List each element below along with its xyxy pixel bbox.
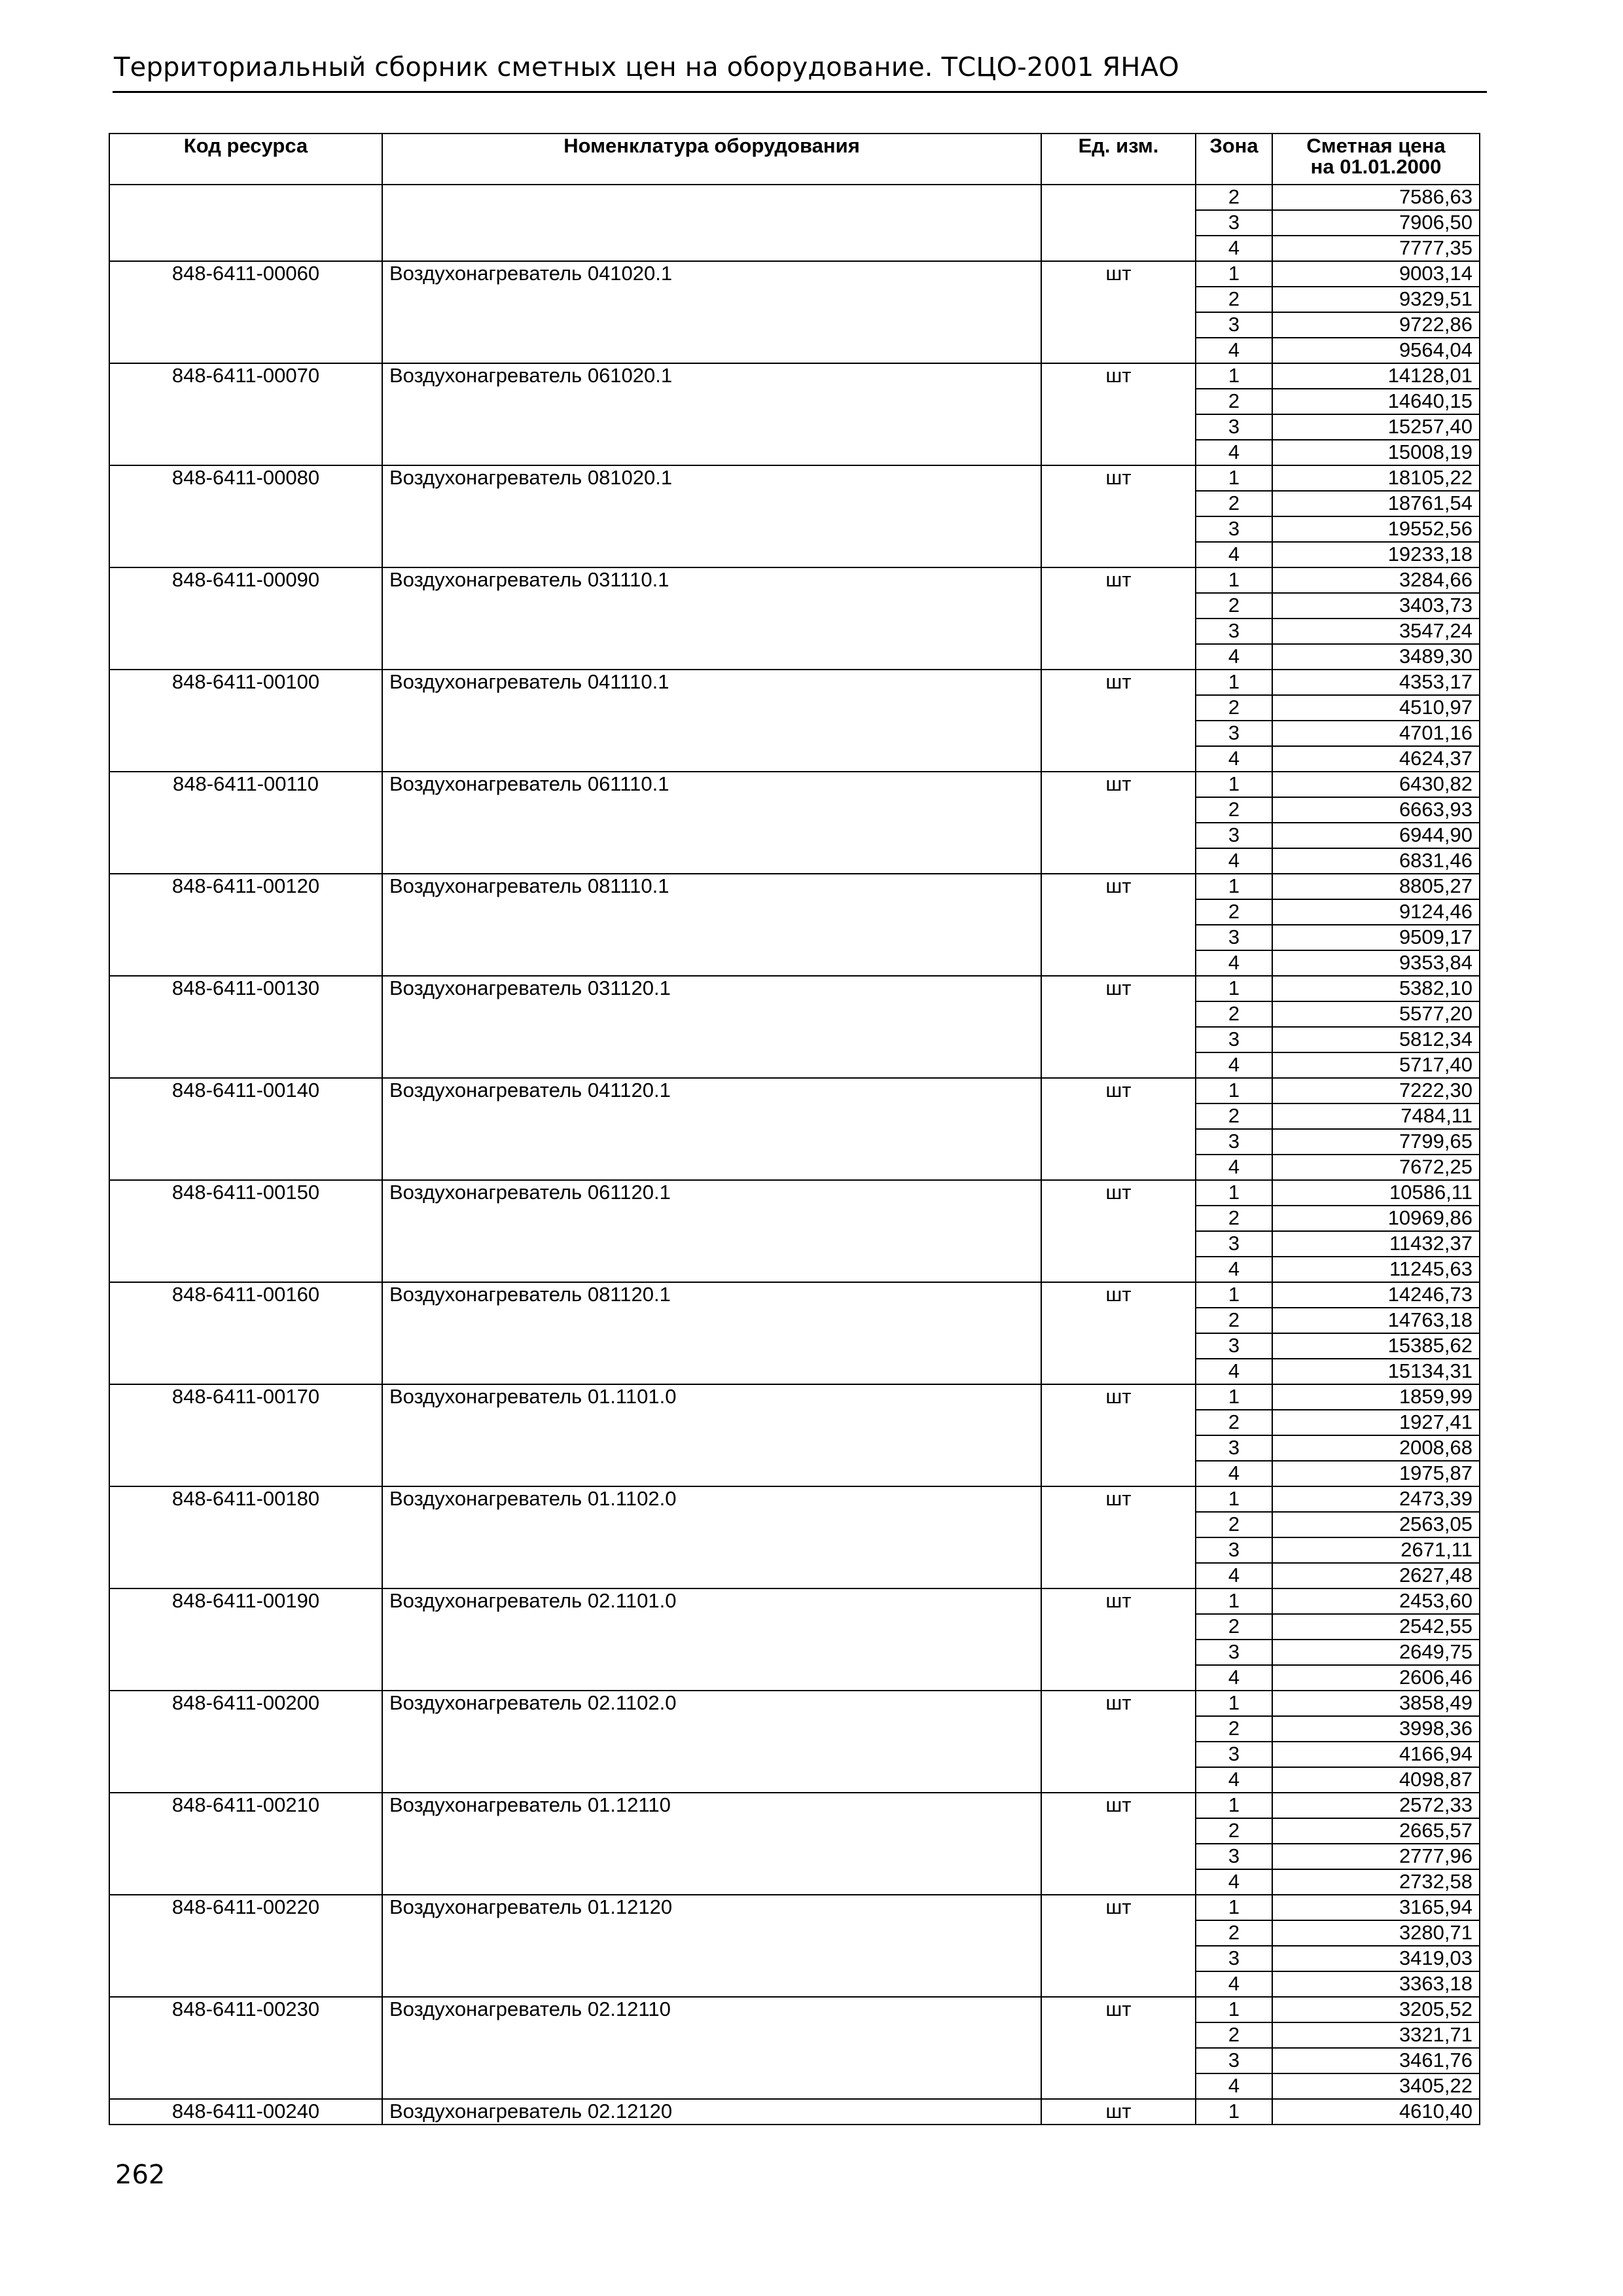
cell-zone: 4 — [1196, 1563, 1272, 1588]
cell-zone: 1 — [1196, 261, 1272, 287]
table-row — [109, 185, 1480, 210]
cell-price: 5717,40 — [1272, 1052, 1480, 1078]
table-row — [109, 670, 1480, 695]
cell-zone: 3 — [1196, 823, 1272, 848]
table-row — [109, 1793, 1480, 1818]
cell-zone: 2 — [1196, 1716, 1272, 1742]
cell-zone: 3 — [1196, 312, 1272, 338]
cell-price: 7672,25 — [1272, 1155, 1480, 1180]
cell-unit: шт — [1041, 772, 1196, 874]
cell-price: 5812,34 — [1272, 1027, 1480, 1052]
cell-price: 4624,37 — [1272, 746, 1480, 772]
cell-code: 848-6411-00200 — [109, 1691, 382, 1793]
cell-zone: 1 — [1196, 1997, 1272, 2022]
cell-code: 848-6411-00210 — [109, 1793, 382, 1895]
cell-price: 9509,17 — [1272, 925, 1480, 950]
cell-zone: 2 — [1196, 1920, 1272, 1946]
table-row — [109, 1384, 1480, 1410]
cell-price: 19552,56 — [1272, 516, 1480, 542]
cell-zone: 1 — [1196, 1282, 1272, 1308]
cell-code: 848-6411-00080 — [109, 465, 382, 567]
cell-price: 6430,82 — [1272, 772, 1480, 797]
cell-unit: шт — [1041, 1997, 1196, 2099]
cell-code — [109, 185, 382, 261]
table-row — [109, 567, 1480, 593]
cell-zone: 1 — [1196, 567, 1272, 593]
cell-price: 4353,17 — [1272, 670, 1480, 695]
cell-price: 3998,36 — [1272, 1716, 1480, 1742]
cell-code: 848-6411-00120 — [109, 874, 382, 976]
cell-price: 3461,76 — [1272, 2048, 1480, 2073]
cell-code: 848-6411-00240 — [109, 2099, 382, 2125]
cell-zone: 2 — [1196, 593, 1272, 619]
cell-unit: шт — [1041, 1793, 1196, 1895]
cell-price: 2671,11 — [1272, 1537, 1480, 1563]
cell-zone: 3 — [1196, 1946, 1272, 1971]
cell-price: 2777,96 — [1272, 1844, 1480, 1869]
table-row — [109, 1997, 1480, 2022]
cell-price: 14246,73 — [1272, 1282, 1480, 1308]
header-price-line1: Сметная цена — [1306, 134, 1446, 157]
cell-price: 6944,90 — [1272, 823, 1480, 848]
header-unit: Ед. изм. — [1041, 134, 1196, 185]
cell-name: Воздухонагреватель 081020.1 — [382, 465, 1041, 567]
cell-zone: 1 — [1196, 772, 1272, 797]
cell-price: 3419,03 — [1272, 1946, 1480, 1971]
cell-price: 3547,24 — [1272, 619, 1480, 644]
cell-price: 3165,94 — [1272, 1895, 1480, 1920]
cell-price: 2542,55 — [1272, 1614, 1480, 1640]
page-number: 262 — [115, 2160, 166, 2190]
cell-name: Воздухонагреватель 061020.1 — [382, 363, 1041, 465]
cell-price: 3321,71 — [1272, 2022, 1480, 2048]
cell-price: 15385,62 — [1272, 1333, 1480, 1359]
cell-code: 848-6411-00170 — [109, 1384, 382, 1486]
header-price — [1272, 134, 1480, 185]
cell-zone: 3 — [1196, 414, 1272, 440]
table-row — [109, 1078, 1480, 1103]
cell-zone: 4 — [1196, 1461, 1272, 1486]
cell-price: 15257,40 — [1272, 414, 1480, 440]
cell-name: Воздухонагреватель 041020.1 — [382, 261, 1041, 363]
cell-unit: шт — [1041, 1180, 1196, 1282]
cell-zone: 2 — [1196, 185, 1272, 210]
price-table — [109, 133, 1480, 2125]
cell-zone: 3 — [1196, 1435, 1272, 1461]
cell-code: 848-6411-00140 — [109, 1078, 382, 1180]
header-zone: Зона — [1196, 134, 1272, 185]
cell-price: 2473,39 — [1272, 1486, 1480, 1512]
table-row — [109, 465, 1480, 491]
cell-zone: 2 — [1196, 1818, 1272, 1844]
cell-unit: шт — [1041, 874, 1196, 976]
cell-price: 8805,27 — [1272, 874, 1480, 899]
cell-zone: 1 — [1196, 1384, 1272, 1410]
cell-zone: 2 — [1196, 1103, 1272, 1129]
cell-zone: 3 — [1196, 1537, 1272, 1563]
cell-zone: 2 — [1196, 1410, 1272, 1435]
cell-zone: 4 — [1196, 1257, 1272, 1282]
cell-price: 4166,94 — [1272, 1742, 1480, 1767]
cell-price: 11245,63 — [1272, 1257, 1480, 1282]
cell-price: 10586,11 — [1272, 1180, 1480, 1206]
cell-price: 9564,04 — [1272, 338, 1480, 363]
cell-price: 4098,87 — [1272, 1767, 1480, 1793]
cell-code: 848-6411-00220 — [109, 1895, 382, 1997]
cell-zone: 2 — [1196, 899, 1272, 925]
cell-zone: 1 — [1196, 2099, 1272, 2125]
cell-price: 14128,01 — [1272, 363, 1480, 389]
cell-zone: 4 — [1196, 1971, 1272, 1997]
cell-code: 848-6411-00180 — [109, 1486, 382, 1588]
cell-zone: 2 — [1196, 1512, 1272, 1537]
cell-name: Воздухонагреватель 02.1101.0 — [382, 1588, 1041, 1691]
cell-name: Воздухонагреватель 081120.1 — [382, 1282, 1041, 1384]
cell-price: 2563,05 — [1272, 1512, 1480, 1537]
cell-unit: шт — [1041, 465, 1196, 567]
cell-price: 3284,66 — [1272, 567, 1480, 593]
cell-code: 848-6411-00070 — [109, 363, 382, 465]
cell-price: 2572,33 — [1272, 1793, 1480, 1818]
cell-unit: шт — [1041, 1486, 1196, 1588]
cell-price: 7484,11 — [1272, 1103, 1480, 1129]
cell-price: 1927,41 — [1272, 1410, 1480, 1435]
cell-price: 3858,49 — [1272, 1691, 1480, 1716]
cell-zone: 2 — [1196, 1614, 1272, 1640]
cell-zone: 4 — [1196, 338, 1272, 363]
cell-unit: шт — [1041, 976, 1196, 1078]
cell-zone: 3 — [1196, 1231, 1272, 1257]
cell-zone: 3 — [1196, 2048, 1272, 2073]
page-header — [113, 45, 1487, 93]
cell-price: 15134,31 — [1272, 1359, 1480, 1384]
cell-zone: 1 — [1196, 1180, 1272, 1206]
cell-price: 9353,84 — [1272, 950, 1480, 976]
cell-name: Воздухонагреватель 01.1102.0 — [382, 1486, 1041, 1588]
cell-price: 3205,52 — [1272, 1997, 1480, 2022]
cell-name: Воздухонагреватель 061110.1 — [382, 772, 1041, 874]
table-body — [109, 185, 1480, 2125]
cell-price: 6831,46 — [1272, 848, 1480, 874]
cell-zone: 4 — [1196, 2073, 1272, 2099]
cell-code: 848-6411-00060 — [109, 261, 382, 363]
cell-name: Воздухонагреватель 02.12110 — [382, 1997, 1041, 2099]
cell-price: 3405,22 — [1272, 2073, 1480, 2099]
document-title: Территориальный сборник сметных цен на оборудование. ТСЦО-2001 ЯНАО — [114, 52, 1179, 82]
cell-unit: шт — [1041, 1691, 1196, 1793]
cell-name: Воздухонагреватель 01.12120 — [382, 1895, 1041, 1997]
cell-unit — [1041, 185, 1196, 261]
table-row — [109, 874, 1480, 899]
cell-zone: 2 — [1196, 2022, 1272, 2048]
cell-zone: 4 — [1196, 746, 1272, 772]
cell-unit: шт — [1041, 670, 1196, 772]
cell-zone: 4 — [1196, 848, 1272, 874]
cell-zone: 3 — [1196, 210, 1272, 236]
table-row — [109, 1282, 1480, 1308]
cell-code: 848-6411-00150 — [109, 1180, 382, 1282]
cell-name: Воздухонагреватель 02.1102.0 — [382, 1691, 1041, 1793]
cell-name: Воздухонагреватель 031120.1 — [382, 976, 1041, 1078]
cell-price: 4510,97 — [1272, 695, 1480, 721]
cell-price: 5577,20 — [1272, 1001, 1480, 1027]
cell-code: 848-6411-00110 — [109, 772, 382, 874]
header-row — [109, 134, 1480, 185]
cell-price: 7799,65 — [1272, 1129, 1480, 1155]
cell-zone: 2 — [1196, 797, 1272, 823]
cell-unit: шт — [1041, 2099, 1196, 2125]
cell-zone: 3 — [1196, 721, 1272, 746]
cell-price: 5382,10 — [1272, 976, 1480, 1001]
table-row — [109, 261, 1480, 287]
table-header — [109, 134, 1480, 185]
cell-zone: 2 — [1196, 491, 1272, 516]
cell-zone: 3 — [1196, 1333, 1272, 1359]
cell-zone: 1 — [1196, 670, 1272, 695]
cell-code: 848-6411-00190 — [109, 1588, 382, 1691]
cell-price: 3489,30 — [1272, 644, 1480, 670]
cell-name: Воздухонагреватель 041120.1 — [382, 1078, 1041, 1180]
cell-zone: 2 — [1196, 695, 1272, 721]
cell-name: Воздухонагреватель 061120.1 — [382, 1180, 1041, 1282]
cell-price: 15008,19 — [1272, 440, 1480, 465]
cell-price: 18105,22 — [1272, 465, 1480, 491]
table-row — [109, 772, 1480, 797]
cell-name: Воздухонагреватель 02.12120 — [382, 2099, 1041, 2125]
cell-unit: шт — [1041, 1282, 1196, 1384]
header-code: Код ресурса — [109, 134, 382, 185]
cell-price: 1975,87 — [1272, 1461, 1480, 1486]
cell-price: 2732,58 — [1272, 1869, 1480, 1895]
cell-code: 848-6411-00130 — [109, 976, 382, 1078]
cell-name: Воздухонагреватель 01.12110 — [382, 1793, 1041, 1895]
cell-price: 6663,93 — [1272, 797, 1480, 823]
cell-zone: 3 — [1196, 1742, 1272, 1767]
cell-zone: 2 — [1196, 1206, 1272, 1231]
cell-price: 10969,86 — [1272, 1206, 1480, 1231]
cell-price: 3363,18 — [1272, 1971, 1480, 1997]
cell-price: 9003,14 — [1272, 261, 1480, 287]
cell-price: 2649,75 — [1272, 1640, 1480, 1665]
cell-zone: 4 — [1196, 1767, 1272, 1793]
cell-unit: шт — [1041, 363, 1196, 465]
cell-price: 7906,50 — [1272, 210, 1480, 236]
cell-price: 1859,99 — [1272, 1384, 1480, 1410]
table-row — [109, 1691, 1480, 1716]
cell-zone: 4 — [1196, 1359, 1272, 1384]
cell-price: 18761,54 — [1272, 491, 1480, 516]
cell-unit: шт — [1041, 261, 1196, 363]
cell-zone: 1 — [1196, 1895, 1272, 1920]
cell-price: 4610,40 — [1272, 2099, 1480, 2125]
cell-zone: 1 — [1196, 1486, 1272, 1512]
cell-price: 7586,63 — [1272, 185, 1480, 210]
cell-zone: 1 — [1196, 874, 1272, 899]
cell-price: 4701,16 — [1272, 721, 1480, 746]
table-row — [109, 1180, 1480, 1206]
cell-name: Воздухонагреватель 041110.1 — [382, 670, 1041, 772]
cell-zone: 2 — [1196, 287, 1272, 312]
table-row — [109, 976, 1480, 1001]
cell-zone: 2 — [1196, 1001, 1272, 1027]
table-row — [109, 2099, 1480, 2125]
cell-zone: 1 — [1196, 1078, 1272, 1103]
cell-price: 14763,18 — [1272, 1308, 1480, 1333]
cell-zone: 4 — [1196, 236, 1272, 261]
cell-zone: 1 — [1196, 1793, 1272, 1818]
cell-zone: 2 — [1196, 389, 1272, 414]
cell-name: Воздухонагреватель 01.1101.0 — [382, 1384, 1041, 1486]
cell-zone: 1 — [1196, 1588, 1272, 1614]
cell-code: 848-6411-00230 — [109, 1997, 382, 2099]
cell-zone: 3 — [1196, 1129, 1272, 1155]
cell-price: 7222,30 — [1272, 1078, 1480, 1103]
cell-name: Воздухонагреватель 081110.1 — [382, 874, 1041, 976]
cell-zone: 4 — [1196, 1155, 1272, 1180]
cell-zone: 1 — [1196, 1691, 1272, 1716]
cell-zone: 1 — [1196, 976, 1272, 1001]
cell-price: 2606,46 — [1272, 1665, 1480, 1691]
cell-code: 848-6411-00100 — [109, 670, 382, 772]
cell-unit: шт — [1041, 1895, 1196, 1997]
cell-zone: 4 — [1196, 542, 1272, 567]
table-row — [109, 1895, 1480, 1920]
table-row — [109, 1486, 1480, 1512]
cell-code: 848-6411-00090 — [109, 567, 382, 670]
cell-zone: 4 — [1196, 440, 1272, 465]
cell-price: 7777,35 — [1272, 236, 1480, 261]
cell-zone: 3 — [1196, 516, 1272, 542]
cell-zone: 4 — [1196, 1869, 1272, 1895]
cell-zone: 3 — [1196, 619, 1272, 644]
cell-zone: 3 — [1196, 925, 1272, 950]
cell-price: 2453,60 — [1272, 1588, 1480, 1614]
cell-price: 11432,37 — [1272, 1231, 1480, 1257]
cell-zone: 3 — [1196, 1027, 1272, 1052]
cell-price: 2627,48 — [1272, 1563, 1480, 1588]
table-row — [109, 363, 1480, 389]
cell-zone: 2 — [1196, 1308, 1272, 1333]
cell-price: 2665,57 — [1272, 1818, 1480, 1844]
cell-zone: 4 — [1196, 950, 1272, 976]
cell-zone: 3 — [1196, 1640, 1272, 1665]
cell-zone: 4 — [1196, 644, 1272, 670]
cell-zone: 1 — [1196, 363, 1272, 389]
cell-price: 14640,15 — [1272, 389, 1480, 414]
cell-unit: шт — [1041, 1078, 1196, 1180]
table-row — [109, 1588, 1480, 1614]
cell-price: 2008,68 — [1272, 1435, 1480, 1461]
cell-unit: шт — [1041, 567, 1196, 670]
cell-code: 848-6411-00160 — [109, 1282, 382, 1384]
header-name: Номенклатура оборудования — [382, 134, 1041, 185]
cell-zone: 3 — [1196, 1844, 1272, 1869]
header-price-line2: на 01.01.2000 — [1310, 155, 1442, 178]
cell-price: 9329,51 — [1272, 287, 1480, 312]
cell-price: 3280,71 — [1272, 1920, 1480, 1946]
cell-unit: шт — [1041, 1588, 1196, 1691]
cell-unit: шт — [1041, 1384, 1196, 1486]
cell-price: 9124,46 — [1272, 899, 1480, 925]
cell-price: 9722,86 — [1272, 312, 1480, 338]
cell-price: 3403,73 — [1272, 593, 1480, 619]
cell-zone: 4 — [1196, 1052, 1272, 1078]
cell-zone: 4 — [1196, 1665, 1272, 1691]
cell-zone: 1 — [1196, 465, 1272, 491]
cell-price: 19233,18 — [1272, 542, 1480, 567]
cell-name — [382, 185, 1041, 261]
cell-name: Воздухонагреватель 031110.1 — [382, 567, 1041, 670]
